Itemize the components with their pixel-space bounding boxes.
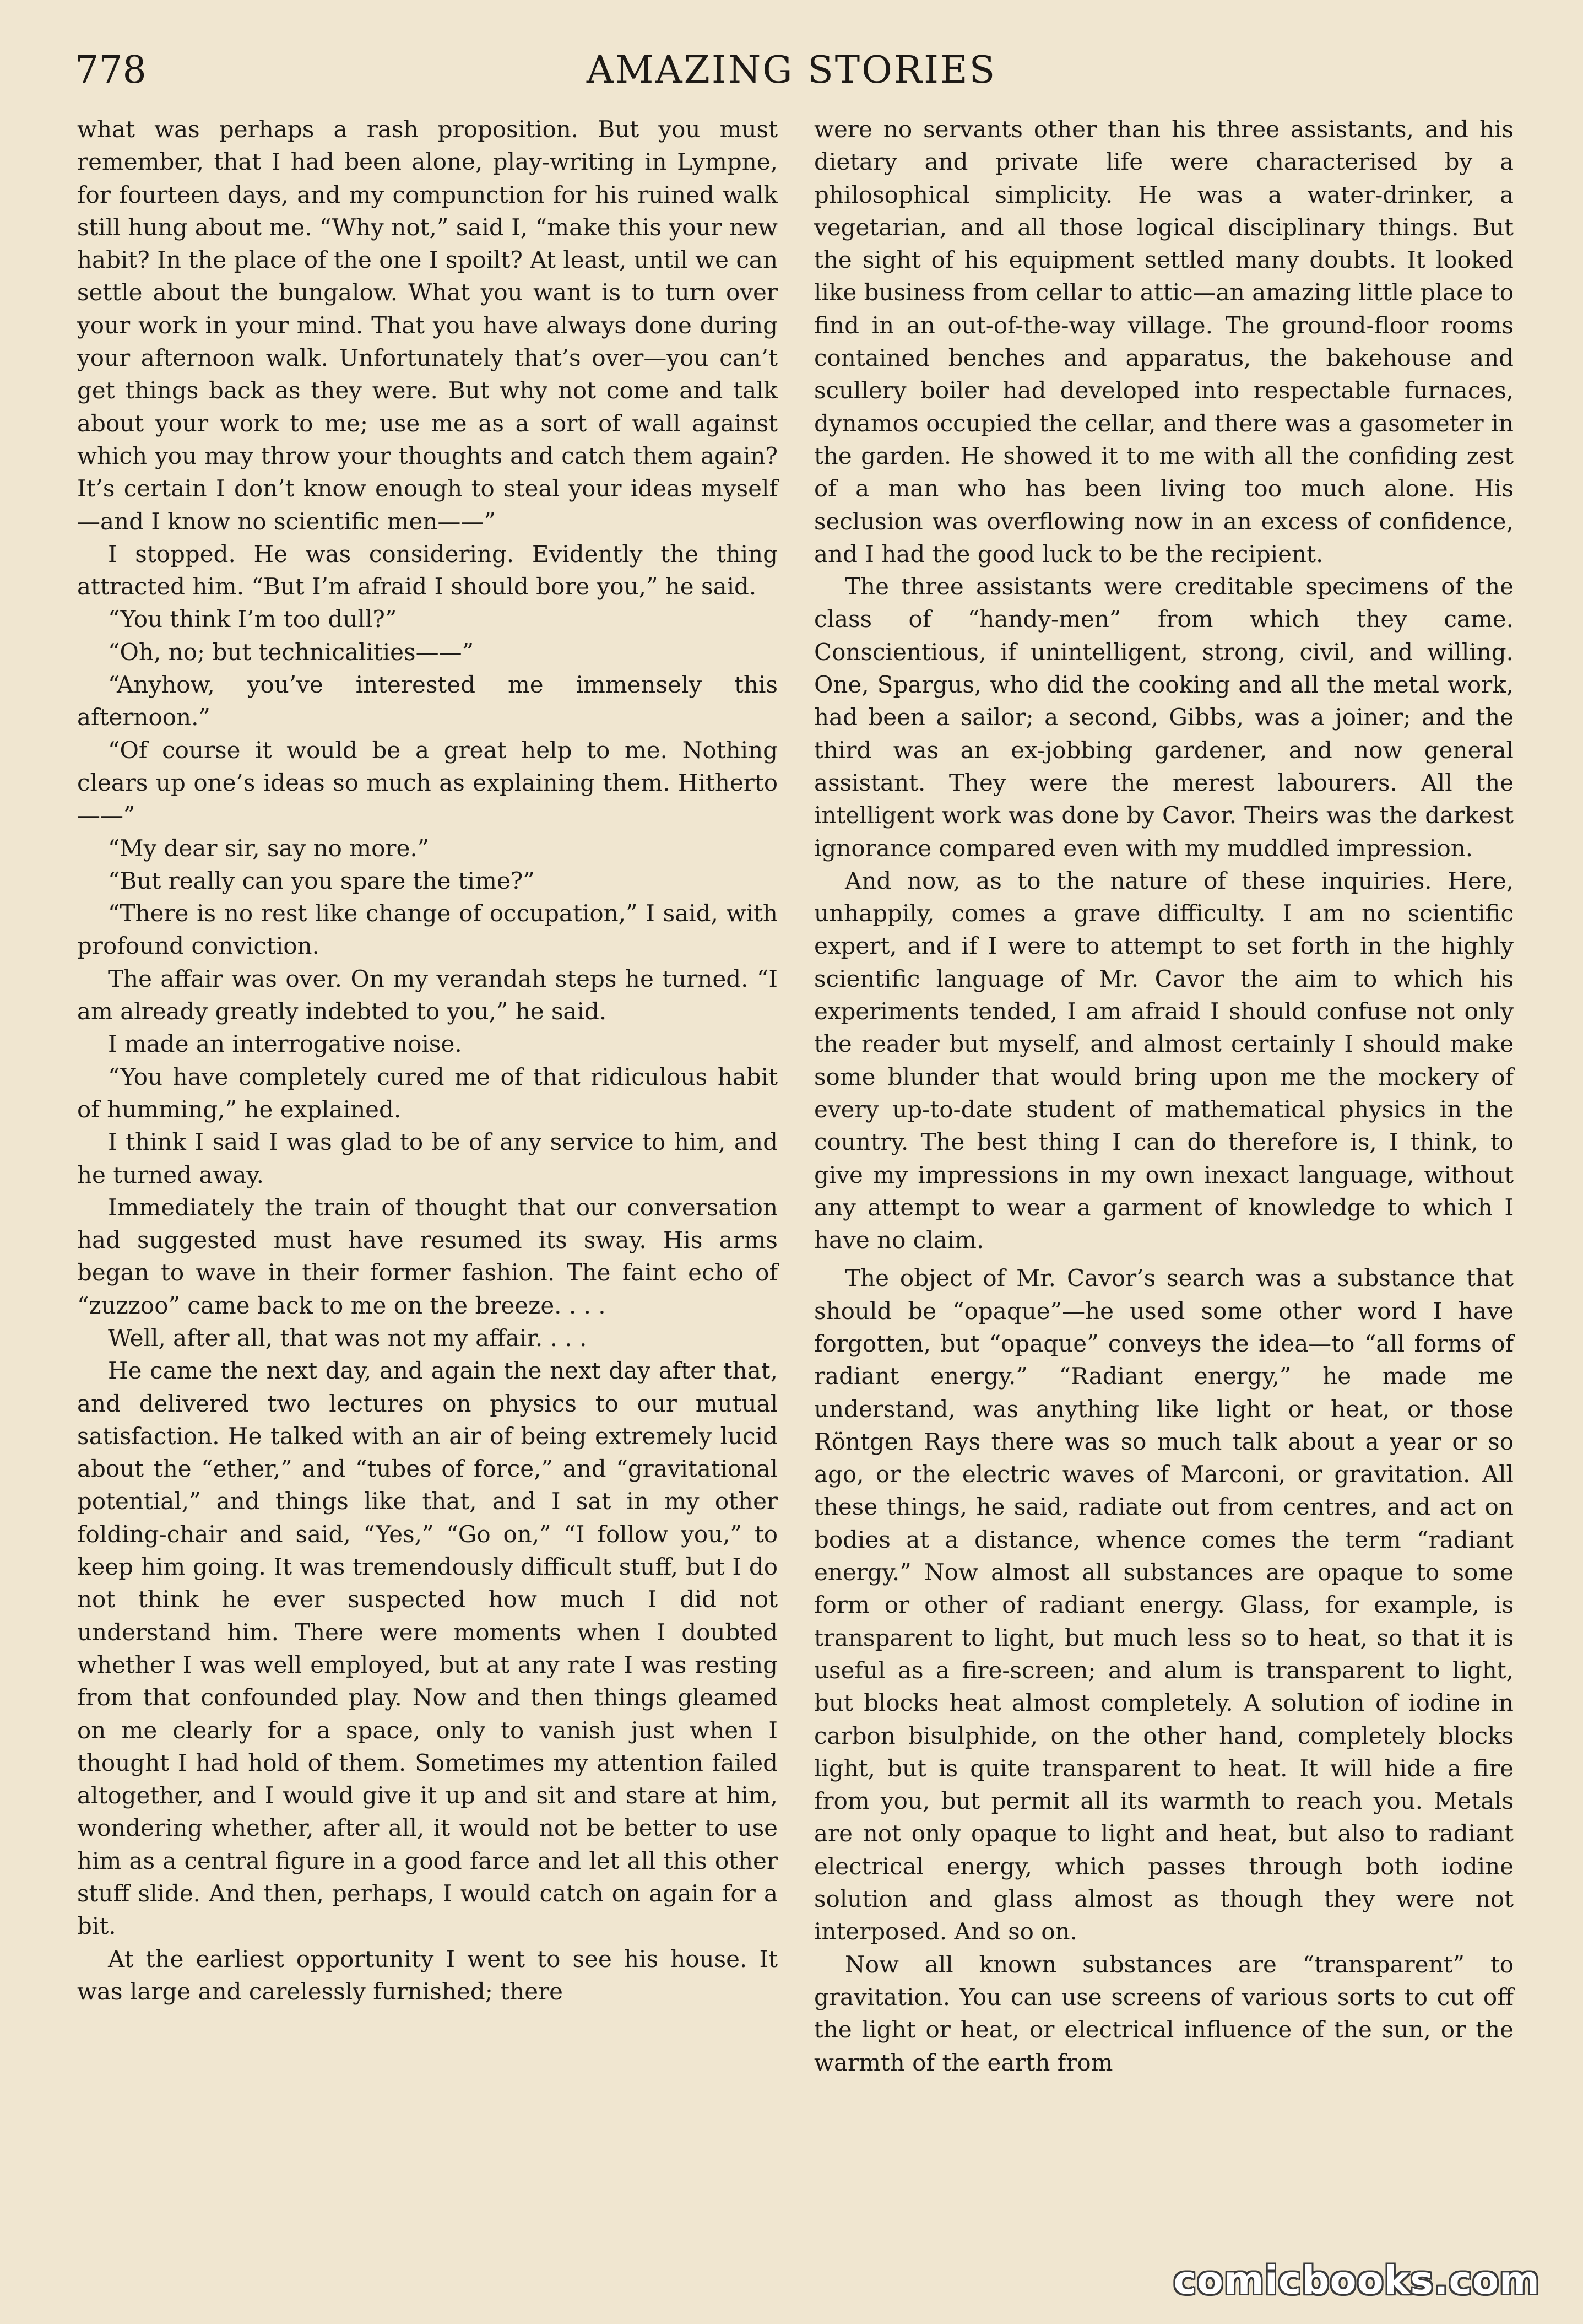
paragraph: The three assistants were creditable specimens of the class of “handy-men” from which they came. Conscientious, if unintelligent, strong, civil, and willing. One, Spargus, who did the cooking and all the metal work, had been a sailor; a second, Gibbs, was a joiner; and the third was an ex-jobbing gardener, and now general assistant. They were the merest labourers. All the intelligent work was done by Cavor. Theirs was the darkest ignorance compared even with my muddled impression. bbox=[814, 573, 1514, 862]
paragraph: “Oh, no; but technicalities——” bbox=[108, 638, 474, 666]
paragraph: He came the next day, and again the next day after that, and delivered two lectures on physics to our mutual satisfaction. He talked with an air of being extremely lucid about the “ether,” and “tubes of force,” and “gravitational potential,” and things like that, and I sat in my other folding-chair and said, “Yes,” “Go on,” “I follow you,” to keep him going. It was tremendously difficult stuff, but I do not think he ever suspected how much I did not understand him. There were moments when I doubted whether I was well employed, but at any rate I was resting from that confounded play. Now and then things gleamed on me clearly for a space, only to vanish just when I thought I had hold of them. Sometimes my attention failed altogether, and I would give it up and sit and stare at him, wondering whether, after all, it would not be better to use him as a central figure in a good farce and let all this other stuff slide. And then, perhaps, I would catch on again for a bit. bbox=[77, 1357, 778, 1940]
paragraph: “Of course it would be a great help to me. Nothing clears up one’s ideas so much as explaining them. Hitherto——” bbox=[77, 736, 778, 829]
paragraph: I made an interrogative noise. bbox=[108, 1030, 462, 1058]
left-column bbox=[77, 113, 778, 2008]
paragraph: And now, as to the nature of these inquiries. Here, unhappily, comes a grave difficulty. I am no scientific expert, and if I were to attempt to set forth in the highly scientific language of Mr. Cavor the aim to which his experiments tended, I am afraid I should confuse not only the reader but myself, and almost certainly I should make some blunder that would bring upon me the mockery of every up-to-date student of mathematical physics in the country. The best thing I can do therefore is, I think, to give my impressions in my own inexact language, without any attempt to wear a garment of knowledge to which I have no claim. bbox=[814, 867, 1514, 1254]
paragraph: I stopped. He was considering. Evidently the thing attracted him. “But I’m afraid I should bore you,” he said. bbox=[77, 540, 778, 601]
watermark-logo: comicbooks.com bbox=[1173, 2258, 1540, 2303]
paragraph: The object of Mr. Cavor’s search was a substance that should be “opaque”—he used some other word I have forgotten, but “opaque” conveys the idea—to “all forms of radiant energy.” “Radiant energy,” he made me understand, was anything like light or heat, or those Röntgen Rays there was so much talk about a year or so ago, or the electric waves of Marconi, or gravitation. All these things, he said, radiate out from centres, and act on bodies at a distance, whence comes the term “radiant energy.” Now almost all substances are opaque to some form or other of radiant energy. Glass, for example, is transparent to light, but much less so to heat, so that it is useful as a fire-screen; and alum is transparent to light, but blocks heat almost completely. A solution of iodine in carbon bisulphide, on the other hand, completely blocks light, but is quite transparent to heat. It will hide a fire from you, but permit all its warmth to reach you. Metals are not only opaque to light and heat, but also to radiant electrical energy, which passes through both iodine solution and glass almost as though they were not interposed. And so on. bbox=[814, 1264, 1514, 1945]
page-header bbox=[0, 43, 1583, 98]
paragraph: At the earliest opportunity I went to see his house. It was large and carelessly furnished; there bbox=[77, 1945, 778, 2005]
paragraph: what was perhaps a rash proposition. But you must remember, that I had been alone, play-writing in Lympne, for fourteen days, and my compunction for his ruined walk still hung about me. “Why not,” said I, “make this your new habit? In the place of the one I spoilt? At least, until we can settle about the bungalow. What you want is to turn over your work in your mind. That you have always done during your afternoon walk. Unfortunately that’s over—you can’t get things back as they were. But why not come and talk about your work to me; use me as a sort of wall against which you may throw your thoughts and catch them again? It’s certain I don’t know enough to steal your ideas myself—and I know no scientific men——” bbox=[77, 116, 778, 535]
running-title: AMAZING STORIES bbox=[586, 48, 997, 92]
paragraph: were no servants other than his three assistants, and his dietary and private life were characterised by a philosophical simplicity. He was a water-drinker, a vegetarian, and all those logical disciplinary things. But the sight of his equipment settled many doubts. It looked like business from cellar to attic—an amazing little place to find in an out-of-the-way village. The ground-floor rooms contained benches and apparatus, the bakehouse and scullery boiler had developed into respectable furnaces, dynamos occupied the cellar, and there was a gasometer in the garden. He showed it to me with all the confiding zest of a man who has been living too much alone. His seclusion was overflowing now in an excess of confidence, and I had the good luck to be the recipient. bbox=[814, 116, 1514, 568]
paragraph: “But really can you spare the time?” bbox=[108, 867, 535, 894]
right-column bbox=[814, 113, 1514, 2079]
paragraph: I think I said I was glad to be of any service to him, and he turned away. bbox=[77, 1128, 778, 1188]
paragraph: “Anyhow, you’ve interested me immensely this afternoon.” bbox=[77, 671, 778, 731]
paragraph: Well, after all, that was not my affair. . . . bbox=[108, 1324, 587, 1352]
page-number: 778 bbox=[75, 48, 147, 92]
paragraph: Immediately the train of thought that our conversation had suggested must have resumed its sway. His arms began to wave in their former fashion. The faint echo of “zuzzoo” came back to me on the breeze. . . . bbox=[77, 1193, 778, 1319]
paragraph: “You think I’m too dull?” bbox=[108, 606, 397, 633]
paragraph: The affair was over. On my verandah steps he turned. “I am already greatly indebted to you,” he said. bbox=[77, 965, 778, 1025]
paragraph: “My dear sir, say no more.” bbox=[108, 834, 430, 862]
paragraph: “You have completely cured me of that ridiculous habit of humming,” he explained. bbox=[77, 1063, 778, 1123]
paragraph: Now all known substances are “transparent” to gravitation. You can use screens of various sorts to cut off the light or heat, or electrical influence of the sun, or the warmth of the earth from bbox=[814, 1950, 1514, 2076]
paragraph: “There is no rest like change of occupation,” I said, with profound conviction. bbox=[77, 900, 778, 960]
